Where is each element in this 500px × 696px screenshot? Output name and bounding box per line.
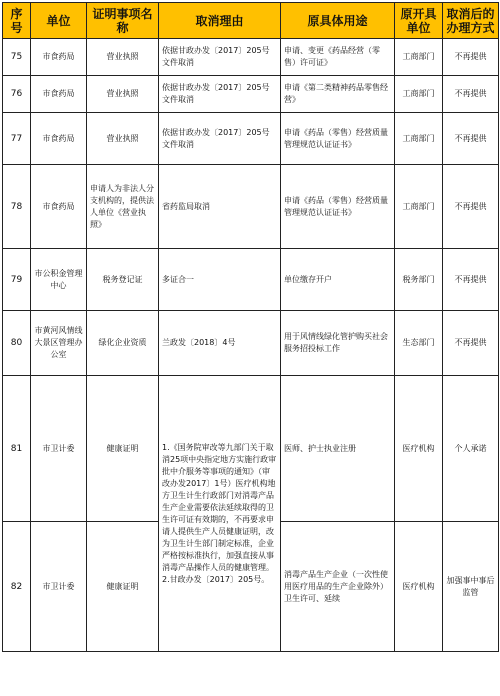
row-reason: 依据甘政办发〔2017〕205号文件取消 xyxy=(159,39,281,76)
row-seq: 82 xyxy=(3,522,31,652)
row-usage: 医师、护士执业注册 xyxy=(281,376,395,522)
row-usage: 申请、变更《药品经营（零售）许可证》 xyxy=(281,39,395,76)
header-after: 取消后的办理方式 xyxy=(443,3,499,39)
row-issuer: 税务部门 xyxy=(395,249,443,311)
table-row xyxy=(3,376,499,522)
row-after: 不再提供 xyxy=(443,113,499,165)
table-row xyxy=(3,113,499,165)
row-seq: 80 xyxy=(3,311,31,376)
row-after: 不再提供 xyxy=(443,39,499,76)
row-cert-name: 健康证明 xyxy=(87,522,159,652)
row-reason: 依据甘政办发〔2017〕205号文件取消 xyxy=(159,76,281,113)
header-issuer: 原开具单位 xyxy=(395,3,443,39)
row-seq: 78 xyxy=(3,165,31,249)
header-seq: 序号 xyxy=(3,3,31,39)
header-reason: 取消理由 xyxy=(159,3,281,39)
row-usage: 申请《药品（零售）经营质量管理规范认证证书》 xyxy=(281,113,395,165)
row-unit: 市卫计委 xyxy=(31,376,87,522)
row-seq: 81 xyxy=(3,376,31,522)
table-row xyxy=(3,76,499,113)
row-unit: 市食药局 xyxy=(31,113,87,165)
row-unit: 市食药局 xyxy=(31,76,87,113)
header-unit: 单位 xyxy=(31,3,87,39)
row-issuer: 工商部门 xyxy=(395,39,443,76)
row-after: 不再提供 xyxy=(443,249,499,311)
row-unit: 市公积金管理中心 xyxy=(31,249,87,311)
row-usage: 消毒产品生产企业（一次性使用医疗用品的生产企业除外）卫生许可、延续 xyxy=(281,522,395,652)
row-cert-name: 税务登记证 xyxy=(87,249,159,311)
row-reason: 省药监局取消 xyxy=(159,165,281,249)
row-issuer: 工商部门 xyxy=(395,165,443,249)
row-issuer: 医疗机构 xyxy=(395,522,443,652)
row-usage: 申请《第二类精神药品零售经营》 xyxy=(281,76,395,113)
row-usage: 单位缴存开户 xyxy=(281,249,395,311)
table-row xyxy=(3,165,499,249)
row-issuer: 工商部门 xyxy=(395,76,443,113)
table-row xyxy=(3,39,499,76)
row-cert-name: 营业执照 xyxy=(87,39,159,76)
row-reason: 多证合一 xyxy=(159,249,281,311)
header-row xyxy=(3,3,499,39)
row-unit: 市食药局 xyxy=(31,39,87,76)
row-cert-name: 申请人为非法人分支机构的，提供法人单位《营业执照》 xyxy=(87,165,159,249)
header-usage: 原具体用途 xyxy=(281,3,395,39)
row-issuer: 工商部门 xyxy=(395,113,443,165)
row-unit: 市卫计委 xyxy=(31,522,87,652)
header-cert-name: 证明事项名称 xyxy=(87,3,159,39)
row-cert-name: 营业执照 xyxy=(87,113,159,165)
row-seq: 77 xyxy=(3,113,31,165)
row-after: 个人承诺 xyxy=(443,376,499,522)
row-issuer: 生态部门 xyxy=(395,311,443,376)
row-unit: 市食药局 xyxy=(31,165,87,249)
table-row xyxy=(3,311,499,376)
row-seq: 76 xyxy=(3,76,31,113)
row-after: 加强事中事后监管 xyxy=(443,522,499,652)
cert-cancel-table xyxy=(2,2,499,652)
row-reason: 兰政发〔2018〕4号 xyxy=(159,311,281,376)
row-issuer: 医疗机构 xyxy=(395,376,443,522)
row-after: 不再提供 xyxy=(443,165,499,249)
row-usage: 用于风情线绿化管护购买社会服务招投标工作 xyxy=(281,311,395,376)
table-row xyxy=(3,249,499,311)
row-cert-name: 健康证明 xyxy=(87,376,159,522)
row-reason: 依据甘政办发〔2017〕205号文件取消 xyxy=(159,113,281,165)
row-unit: 市黄河风情线大景区管理办公室 xyxy=(31,311,87,376)
row-after: 不再提供 xyxy=(443,76,499,113)
row-seq: 75 xyxy=(3,39,31,76)
row-reason-merged: 1.《国务院审改等九部门关于取消25项中央指定地方实施行政审批中介服务等事项的通知》（审改办发2017〕1号）医疗机构地方卫生计生行政部门对消毒产品生产企业需要依法延续取得的卫生许可证有效期的，不再要求申请人提供生产人员健康证明，改为卫生计生部门制定标准，企业严格按标准执行，加强直接从事消毒产品操作人员的健康管理。2.甘政办发〔2017〕205号。 xyxy=(159,376,281,652)
row-after: 不再提供 xyxy=(443,311,499,376)
row-usage: 申请《药品（零售）经营质量管理规范认证证书》 xyxy=(281,165,395,249)
row-cert-name: 绿化企业资质 xyxy=(87,311,159,376)
row-cert-name: 营业执照 xyxy=(87,76,159,113)
row-seq: 79 xyxy=(3,249,31,311)
